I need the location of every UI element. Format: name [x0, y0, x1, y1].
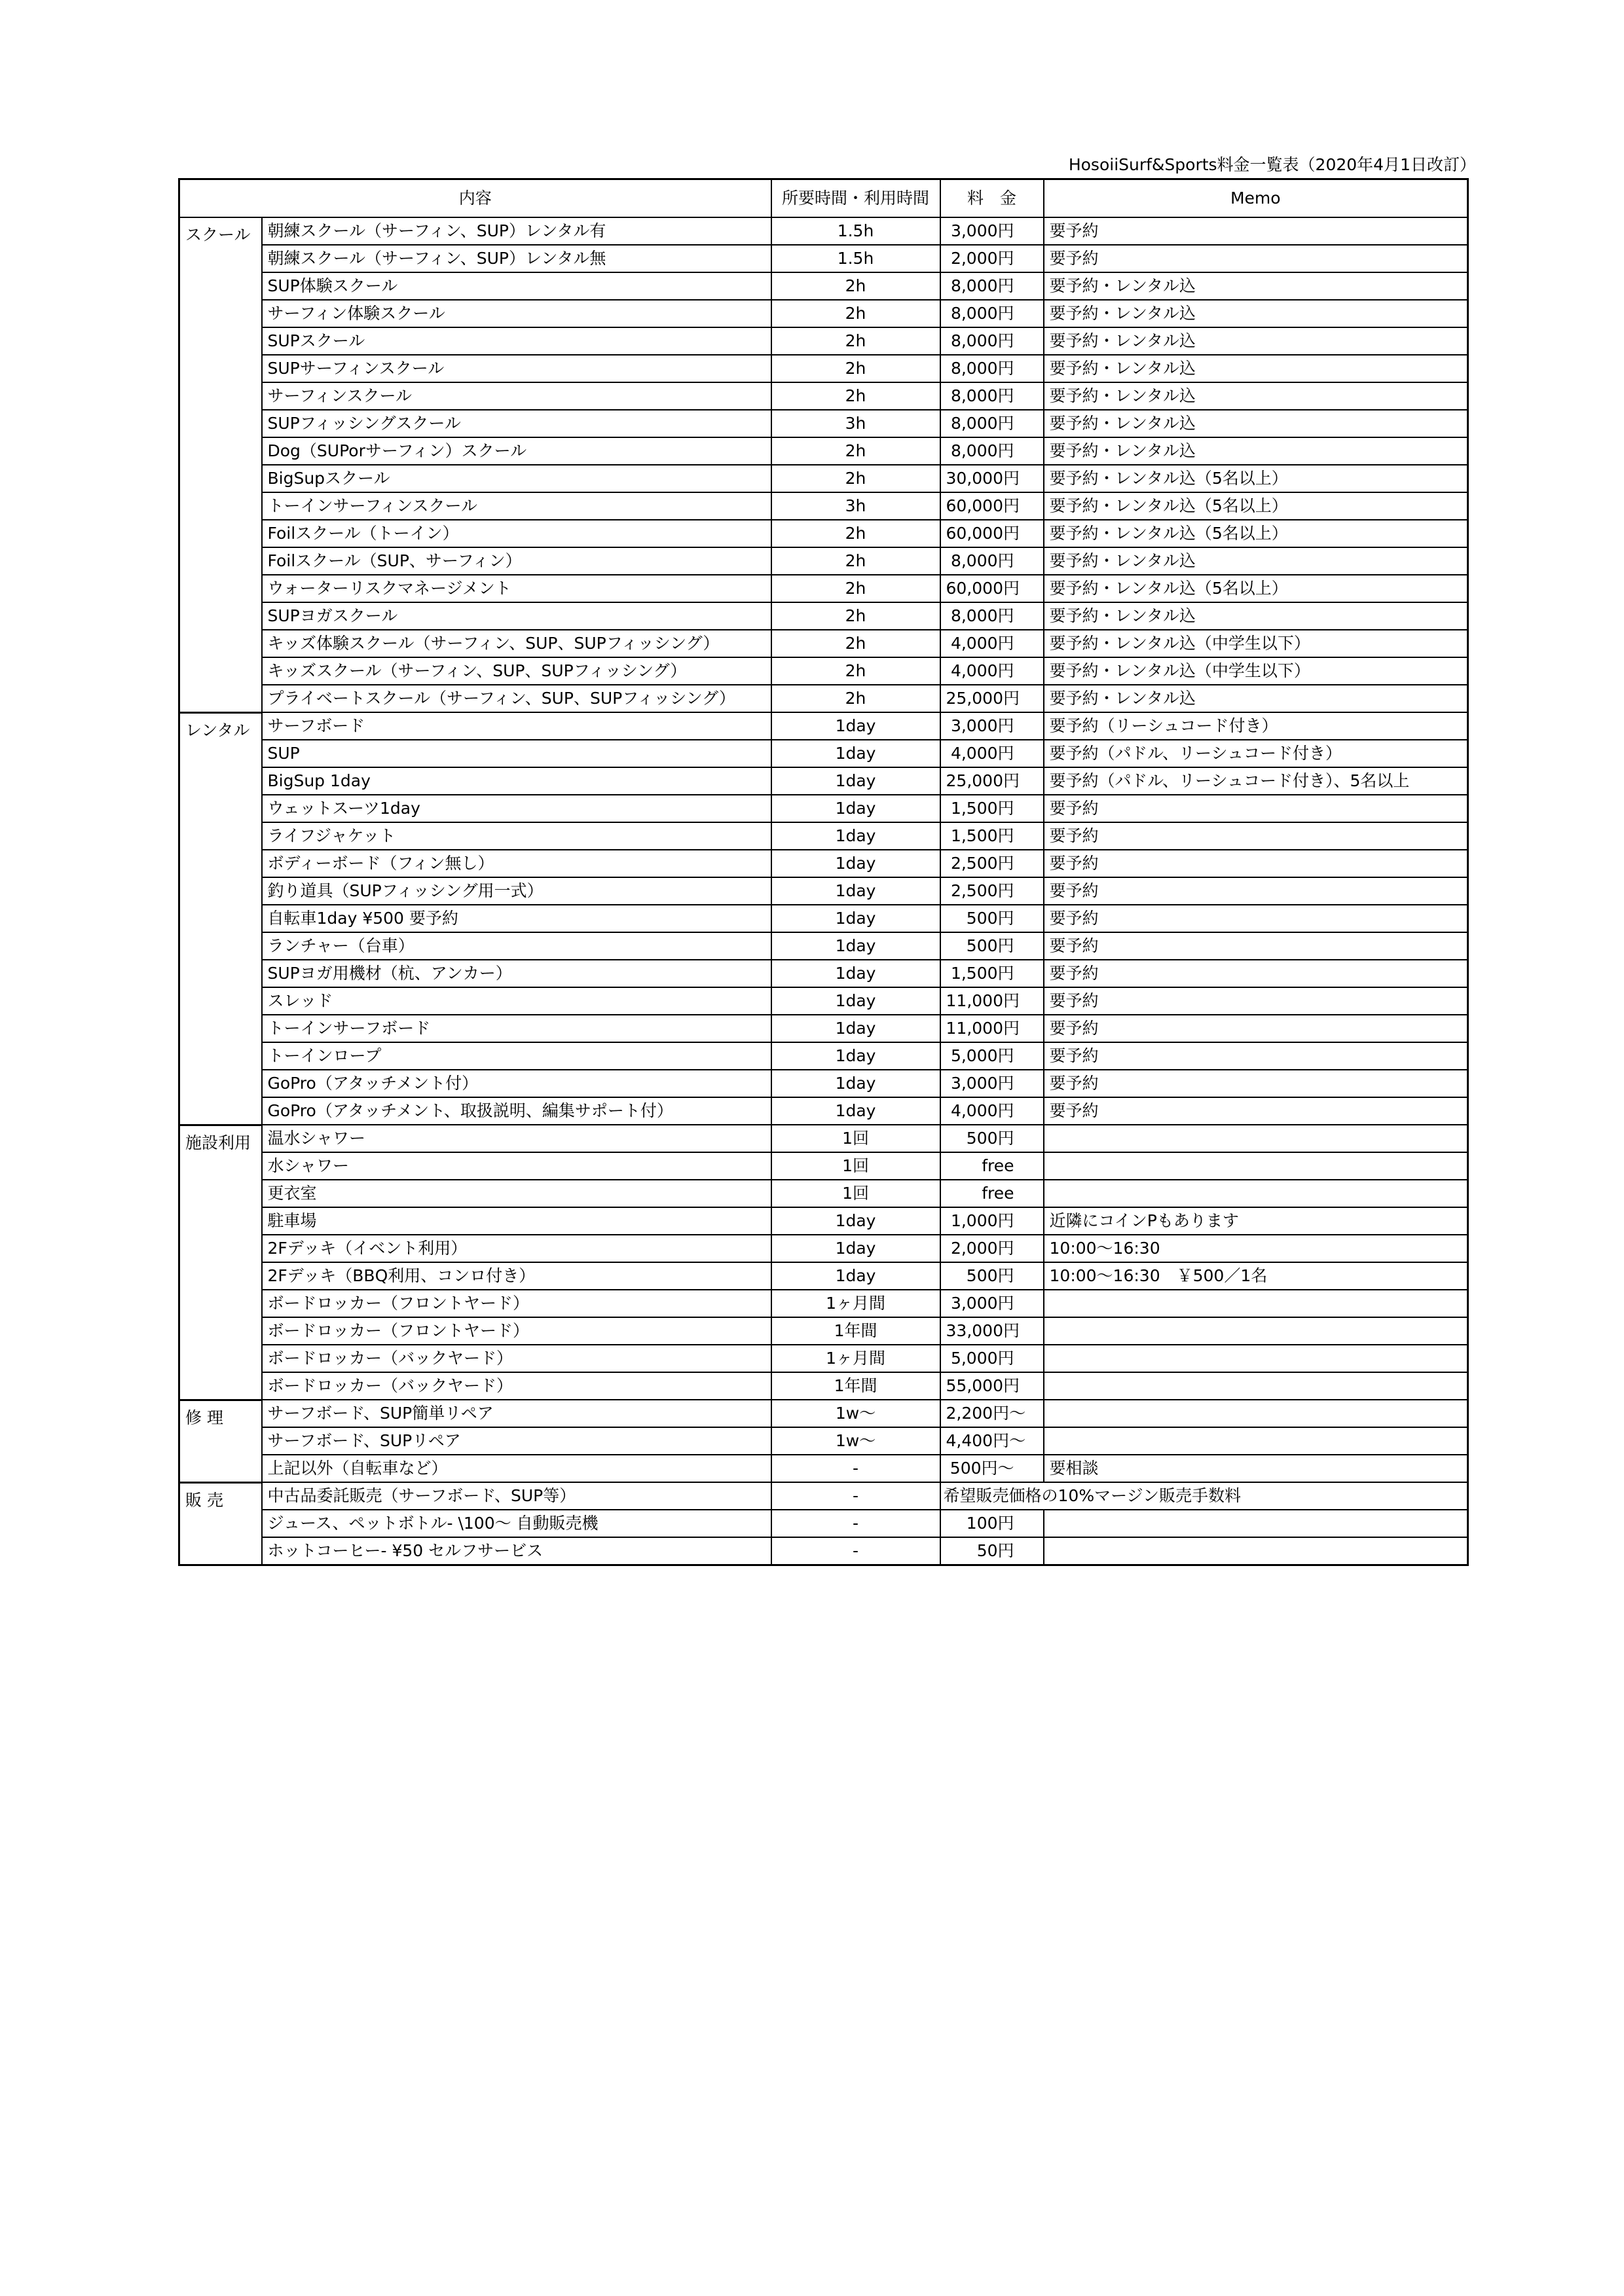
- item-cell: BigSup 1day: [262, 767, 771, 795]
- fee-cell: free: [940, 1180, 1044, 1207]
- item-cell: サーフボード、SUPリペア: [262, 1427, 771, 1455]
- table-row: [179, 547, 1468, 575]
- table-row: [179, 932, 1468, 960]
- table-row: [179, 465, 1468, 492]
- fee-cell: 50円: [940, 1537, 1044, 1565]
- time-cell: 2h: [771, 437, 940, 465]
- item-cell: Dog（SUPorサーフィン）スクール: [262, 437, 771, 465]
- time-cell: 1day: [771, 987, 940, 1015]
- fee-cell: 55,000円: [940, 1372, 1044, 1400]
- item-cell: 更衣室: [262, 1180, 771, 1207]
- item-cell: サーフボード、SUP簡単リペア: [262, 1400, 771, 1427]
- memo-cell: 要予約: [1044, 1097, 1468, 1125]
- item-cell: キッズ体験スクール（サーフィン、SUP、SUPフィッシング）: [262, 630, 771, 657]
- memo-cell: 要予約・レンタル込（5名以上）: [1044, 575, 1468, 602]
- time-cell: 1回: [771, 1180, 940, 1207]
- memo-cell: [1044, 1345, 1468, 1372]
- memo-cell: 要予約: [1044, 877, 1468, 905]
- item-cell: Foilスクール（トーイン）: [262, 520, 771, 547]
- category-cell: スクール: [179, 217, 262, 712]
- item-cell: サーフボード: [262, 712, 771, 740]
- fee-cell: free: [940, 1152, 1044, 1180]
- table-row: [179, 437, 1468, 465]
- fee-cell: 3,000円: [940, 217, 1044, 245]
- memo-cell: 10:00〜16:30 ￥500／1名: [1044, 1262, 1468, 1290]
- memo-cell: 10:00〜16:30: [1044, 1235, 1468, 1262]
- time-cell: -: [771, 1455, 940, 1482]
- time-cell: 1day: [771, 1235, 940, 1262]
- item-cell: ボードロッカー（バックヤード）: [262, 1345, 771, 1372]
- memo-cell: 要予約: [1044, 245, 1468, 272]
- fee-cell: 25,000円: [940, 685, 1044, 712]
- memo-cell: 要予約: [1044, 987, 1468, 1015]
- memo-cell: 要予約・レンタル込（5名以上）: [1044, 520, 1468, 547]
- table-row: [179, 685, 1468, 712]
- price-table: [178, 178, 1469, 1566]
- time-cell: 1day: [771, 712, 940, 740]
- table-row: [179, 767, 1468, 795]
- memo-cell: 要予約: [1044, 1015, 1468, 1042]
- time-cell: 1.5h: [771, 245, 940, 272]
- time-cell: 2h: [771, 657, 940, 685]
- time-cell: 1day: [771, 1015, 940, 1042]
- memo-cell: [1044, 1537, 1468, 1565]
- item-cell: SUPヨガスクール: [262, 602, 771, 630]
- fee-cell: 8,000円: [940, 355, 1044, 382]
- fee-cell: 4,000円: [940, 740, 1044, 767]
- time-cell: 1年間: [771, 1317, 940, 1345]
- memo-cell: 要予約・レンタル込: [1044, 685, 1468, 712]
- table-row: [179, 272, 1468, 300]
- category-cell: 修 理: [179, 1400, 262, 1482]
- item-cell: SUPフィッシングスクール: [262, 410, 771, 437]
- memo-cell: 要予約・レンタル込: [1044, 410, 1468, 437]
- time-cell: -: [771, 1482, 940, 1510]
- fee-cell: 8,000円: [940, 437, 1044, 465]
- time-cell: 1day: [771, 1097, 940, 1125]
- fee-cell: 500円: [940, 905, 1044, 932]
- item-cell: 自転車1day ¥500 要予約: [262, 905, 771, 932]
- item-cell: サーフィン体験スクール: [262, 300, 771, 327]
- time-cell: 3h: [771, 492, 940, 520]
- table-row: [179, 492, 1468, 520]
- fee-cell: 8,000円: [940, 327, 1044, 355]
- fee-cell: 30,000円: [940, 465, 1044, 492]
- table-row: [179, 987, 1468, 1015]
- item-cell: 駐車場: [262, 1207, 771, 1235]
- memo-cell: [1044, 1372, 1468, 1400]
- fee-cell: 11,000円: [940, 987, 1044, 1015]
- item-cell: SUP: [262, 740, 771, 767]
- item-cell: ボードロッカー（フロントヤード）: [262, 1290, 771, 1317]
- memo-cell: 要予約: [1044, 932, 1468, 960]
- table-row: [179, 795, 1468, 822]
- fee-cell: 500円: [940, 1125, 1044, 1152]
- table-header-row: [179, 179, 1468, 218]
- time-cell: 3h: [771, 410, 940, 437]
- memo-cell: 要予約・レンタル込: [1044, 300, 1468, 327]
- table-row: [179, 575, 1468, 602]
- memo-cell: [1044, 1152, 1468, 1180]
- time-cell: 1day: [771, 1207, 940, 1235]
- memo-cell: [1044, 1510, 1468, 1537]
- fee-cell: 1,500円: [940, 822, 1044, 850]
- memo-cell: [1044, 1125, 1468, 1152]
- fee-cell: 2,500円: [940, 877, 1044, 905]
- fee-cell: 2,000円: [940, 1235, 1044, 1262]
- table-row: [179, 602, 1468, 630]
- memo-cell: 要予約・レンタル込: [1044, 327, 1468, 355]
- table-row: [179, 1400, 1468, 1427]
- time-cell: -: [771, 1537, 940, 1565]
- table-row: [179, 1180, 1468, 1207]
- item-cell: 2Fデッキ（BBQ利用、コンロ付き）: [262, 1262, 771, 1290]
- table-row: [179, 960, 1468, 987]
- header-memo: Memo: [1044, 179, 1468, 218]
- table-row: [179, 1070, 1468, 1097]
- item-cell: BigSupスクール: [262, 465, 771, 492]
- table-row: [179, 1372, 1468, 1400]
- item-cell: トーインサーフィンスクール: [262, 492, 771, 520]
- time-cell: 1day: [771, 877, 940, 905]
- memo-cell: 要予約・レンタル込: [1044, 437, 1468, 465]
- item-cell: SUPヨガ用機材（杭、アンカー）: [262, 960, 771, 987]
- table-row: [179, 877, 1468, 905]
- category-cell: 施設利用: [179, 1125, 262, 1400]
- memo-cell: 要相談: [1044, 1455, 1468, 1482]
- item-cell: ボードロッカー（バックヤード）: [262, 1372, 771, 1400]
- memo-cell: 希望販売価格の10%マージン販売手数料: [940, 1482, 1468, 1510]
- fee-cell: 8,000円: [940, 602, 1044, 630]
- memo-cell: 要予約・レンタル込（5名以上）: [1044, 492, 1468, 520]
- item-cell: 水シャワー: [262, 1152, 771, 1180]
- fee-cell: 25,000円: [940, 767, 1044, 795]
- item-cell: トーインロープ: [262, 1042, 771, 1070]
- item-cell: SUPサーフィンスクール: [262, 355, 771, 382]
- category-cell: 販 売: [179, 1482, 262, 1565]
- item-cell: ジュース、ペットボトル- \100〜 自動販売機: [262, 1510, 771, 1537]
- table-row: [179, 355, 1468, 382]
- memo-cell: 要予約: [1044, 1042, 1468, 1070]
- item-cell: SUPスクール: [262, 327, 771, 355]
- fee-cell: 33,000円: [940, 1317, 1044, 1345]
- fee-cell: 8,000円: [940, 300, 1044, 327]
- fee-cell: 2,500円: [940, 850, 1044, 877]
- memo-cell: 要予約: [1044, 960, 1468, 987]
- table-row: [179, 712, 1468, 740]
- table-row: [179, 822, 1468, 850]
- fee-cell: 60,000円: [940, 575, 1044, 602]
- time-cell: 1年間: [771, 1372, 940, 1400]
- table-row: [179, 850, 1468, 877]
- table-row: [179, 1207, 1468, 1235]
- table-body: [179, 217, 1468, 1565]
- time-cell: 2h: [771, 630, 940, 657]
- time-cell: 1day: [771, 740, 940, 767]
- fee-cell: 60,000円: [940, 520, 1044, 547]
- table-row: [179, 630, 1468, 657]
- memo-cell: 要予約・レンタル込: [1044, 355, 1468, 382]
- table-row: [179, 1262, 1468, 1290]
- memo-cell: 要予約: [1044, 905, 1468, 932]
- time-cell: 1day: [771, 795, 940, 822]
- document-title: HosoiiSurf&Sports料金一覧表（2020年4月1日改訂）: [1068, 155, 1476, 174]
- time-cell: 1ヶ月間: [771, 1345, 940, 1372]
- time-cell: 1回: [771, 1125, 940, 1152]
- fee-cell: 8,000円: [940, 382, 1044, 410]
- table-row: [179, 1510, 1468, 1537]
- fee-cell: 2,200円〜: [940, 1400, 1044, 1427]
- item-cell: プライベートスクール（サーフィン、SUP、SUPフィッシング）: [262, 685, 771, 712]
- fee-cell: 5,000円: [940, 1042, 1044, 1070]
- memo-cell: [1044, 1290, 1468, 1317]
- time-cell: 1w〜: [771, 1427, 940, 1455]
- time-cell: 2h: [771, 327, 940, 355]
- time-cell: 2h: [771, 355, 940, 382]
- fee-cell: 4,400円〜: [940, 1427, 1044, 1455]
- time-cell: 1day: [771, 1042, 940, 1070]
- table-row: [179, 1152, 1468, 1180]
- fee-cell: 1,500円: [940, 960, 1044, 987]
- fee-cell: 1,500円: [940, 795, 1044, 822]
- item-cell: 2Fデッキ（イベント利用）: [262, 1235, 771, 1262]
- fee-cell: 1,000円: [940, 1207, 1044, 1235]
- table-row: [179, 740, 1468, 767]
- time-cell: 2h: [771, 382, 940, 410]
- item-cell: トーインサーフボード: [262, 1015, 771, 1042]
- memo-cell: [1044, 1400, 1468, 1427]
- table-row: [179, 1015, 1468, 1042]
- item-cell: ホットコーヒー- ¥50 セルフサービス: [262, 1537, 771, 1565]
- time-cell: 1day: [771, 850, 940, 877]
- table-row: [179, 382, 1468, 410]
- memo-cell: 要予約・レンタル込（5名以上）: [1044, 465, 1468, 492]
- memo-cell: 要予約（リーシュコード付き）: [1044, 712, 1468, 740]
- fee-cell: 500円〜: [940, 1455, 1044, 1482]
- fee-cell: 3,000円: [940, 712, 1044, 740]
- memo-cell: 要予約・レンタル込: [1044, 602, 1468, 630]
- header-time: 所要時間・利用時間: [771, 179, 940, 218]
- table-row: [179, 300, 1468, 327]
- memo-cell: 要予約・レンタル込: [1044, 272, 1468, 300]
- fee-cell: 500円: [940, 1262, 1044, 1290]
- fee-cell: 4,000円: [940, 657, 1044, 685]
- memo-cell: 要予約・レンタル込（中学生以下）: [1044, 630, 1468, 657]
- table-row: [179, 1125, 1468, 1152]
- time-cell: 2h: [771, 575, 940, 602]
- memo-cell: 要予約: [1044, 217, 1468, 245]
- fee-cell: 5,000円: [940, 1345, 1044, 1372]
- table-row: [179, 1317, 1468, 1345]
- memo-cell: 要予約・レンタル込: [1044, 547, 1468, 575]
- fee-cell: 8,000円: [940, 410, 1044, 437]
- table-row: [179, 1097, 1468, 1125]
- item-cell: 朝練スクール（サーフィン、SUP）レンタル有: [262, 217, 771, 245]
- category-cell: レンタル: [179, 712, 262, 1125]
- time-cell: 2h: [771, 602, 940, 630]
- table-row: [179, 410, 1468, 437]
- memo-cell: [1044, 1180, 1468, 1207]
- item-cell: ボディーボード（フィン無し）: [262, 850, 771, 877]
- table-row: [179, 1290, 1468, 1317]
- time-cell: 1day: [771, 822, 940, 850]
- fee-cell: 3,000円: [940, 1070, 1044, 1097]
- memo-cell: 要予約: [1044, 1070, 1468, 1097]
- item-cell: GoPro（アタッチメント、取扱説明、編集サポート付）: [262, 1097, 771, 1125]
- time-cell: 1day: [771, 767, 940, 795]
- item-cell: ボードロッカー（フロントヤード）: [262, 1317, 771, 1345]
- memo-cell: 要予約（パドル、リーシュコード付き）: [1044, 740, 1468, 767]
- fee-cell: 4,000円: [940, 630, 1044, 657]
- time-cell: 1回: [771, 1152, 940, 1180]
- table-row: [179, 1427, 1468, 1455]
- time-cell: 2h: [771, 272, 940, 300]
- fee-cell: 100円: [940, 1510, 1044, 1537]
- table-row: [179, 327, 1468, 355]
- item-cell: 温水シャワー: [262, 1125, 771, 1152]
- table-row: [179, 1537, 1468, 1565]
- memo-cell: 要予約: [1044, 822, 1468, 850]
- time-cell: 1day: [771, 1262, 940, 1290]
- time-cell: 1w〜: [771, 1400, 940, 1427]
- table-row: [179, 245, 1468, 272]
- item-cell: ウェットスーツ1day: [262, 795, 771, 822]
- time-cell: 1ヶ月間: [771, 1290, 940, 1317]
- table-row: [179, 217, 1468, 245]
- table-row: [179, 1482, 1468, 1510]
- table-row: [179, 1345, 1468, 1372]
- item-cell: 朝練スクール（サーフィン、SUP）レンタル無: [262, 245, 771, 272]
- item-cell: ウォーターリスクマネージメント: [262, 575, 771, 602]
- header-fee: 料 金: [940, 179, 1044, 218]
- time-cell: -: [771, 1510, 940, 1537]
- time-cell: 2h: [771, 520, 940, 547]
- fee-cell: 3,000円: [940, 1290, 1044, 1317]
- item-cell: キッズスクール（サーフィン、SUP、SUPフィッシング）: [262, 657, 771, 685]
- memo-cell: 近隣にコインPもあります: [1044, 1207, 1468, 1235]
- item-cell: サーフィンスクール: [262, 382, 771, 410]
- time-cell: 1.5h: [771, 217, 940, 245]
- time-cell: 1day: [771, 1070, 940, 1097]
- table-row: [179, 1455, 1468, 1482]
- item-cell: Foilスクール（SUP、サーフィン）: [262, 547, 771, 575]
- time-cell: 1day: [771, 960, 940, 987]
- fee-cell: 4,000円: [940, 1097, 1044, 1125]
- item-cell: 上記以外（自転車など）: [262, 1455, 771, 1482]
- item-cell: 釣り道具（SUPフィッシング用一式）: [262, 877, 771, 905]
- item-cell: ライフジャケット: [262, 822, 771, 850]
- item-cell: GoPro（アタッチメント付）: [262, 1070, 771, 1097]
- memo-cell: [1044, 1317, 1468, 1345]
- time-cell: 2h: [771, 465, 940, 492]
- time-cell: 2h: [771, 685, 940, 712]
- time-cell: 1day: [771, 932, 940, 960]
- time-cell: 2h: [771, 547, 940, 575]
- memo-cell: 要予約: [1044, 850, 1468, 877]
- fee-cell: 500円: [940, 932, 1044, 960]
- memo-cell: 要予約・レンタル込: [1044, 382, 1468, 410]
- item-cell: ランチャー（台車）: [262, 932, 771, 960]
- time-cell: 1day: [771, 905, 940, 932]
- fee-cell: 11,000円: [940, 1015, 1044, 1042]
- memo-cell: 要予約・レンタル込（中学生以下）: [1044, 657, 1468, 685]
- memo-cell: 要予約: [1044, 795, 1468, 822]
- item-cell: スレッド: [262, 987, 771, 1015]
- table-row: [179, 657, 1468, 685]
- table-row: [179, 520, 1468, 547]
- table-row: [179, 1235, 1468, 1262]
- header-content: 内容: [179, 179, 771, 218]
- memo-cell: 要予約（パドル、リーシュコード付き）、5名以上: [1044, 767, 1468, 795]
- table-row: [179, 1042, 1468, 1070]
- fee-cell: 2,000円: [940, 245, 1044, 272]
- memo-cell: [1044, 1427, 1468, 1455]
- item-cell: 中古品委託販売（サーフボード、SUP等）: [262, 1482, 771, 1510]
- item-cell: SUP体験スクール: [262, 272, 771, 300]
- fee-cell: 60,000円: [940, 492, 1044, 520]
- fee-cell: 8,000円: [940, 547, 1044, 575]
- table-row: [179, 905, 1468, 932]
- fee-cell: 8,000円: [940, 272, 1044, 300]
- time-cell: 2h: [771, 300, 940, 327]
